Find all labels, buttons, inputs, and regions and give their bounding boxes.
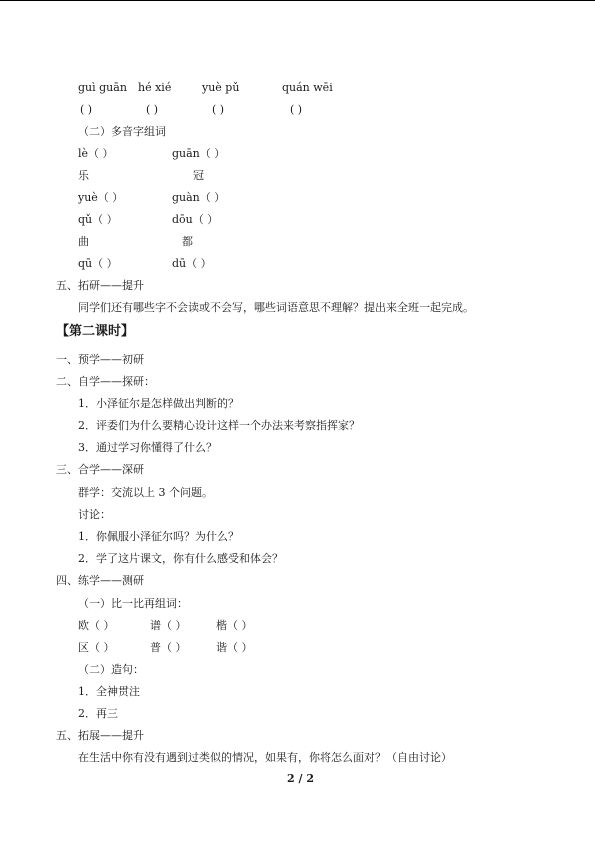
- discussion-item: 2．学了这片课文，你有什么感受和体会？: [78, 552, 283, 565]
- duoyin-heading: （二）多音字组词: [78, 125, 166, 138]
- compare-heading: （一）比一比再组词：: [78, 597, 188, 610]
- discussion-item: 1．你佩服小泽征尔吗？为什么？: [78, 530, 239, 543]
- page-top-rule: [0, 0, 595, 1]
- duoyin-guan4: guàn（ ）: [172, 191, 226, 204]
- answer-blank[interactable]: ( ): [212, 103, 225, 116]
- page-number: 2 / 2: [287, 772, 314, 785]
- section-text: 同学们还有哪些字不会读或不会写，哪些词语意思不理解？提出来全班一起完成。: [78, 301, 474, 314]
- sentence-item: 2．再三: [78, 707, 118, 720]
- compare-word-jie[interactable]: 谐（ ）: [216, 641, 253, 654]
- char-dou: 都: [182, 235, 193, 248]
- char-qu: 曲: [78, 235, 89, 248]
- duoyin-guan1: guān（ ）: [172, 147, 226, 160]
- discussion-label: 讨论：: [78, 508, 111, 521]
- compare-word-pu[interactable]: 谱（ ）: [150, 619, 187, 632]
- section-heading: 二、自学——探研：: [56, 375, 155, 388]
- compare-word-kai[interactable]: 楷（ ）: [216, 619, 253, 632]
- section-text: 在生活中你有没有遇到过类似的情况，如果有，你将怎么面对？（自由讨论）: [78, 751, 452, 764]
- section-heading: 四、练学——测研: [56, 574, 144, 587]
- section-heading: 一、预学——初研: [56, 353, 144, 366]
- pinyin-hexie: hé xié: [138, 81, 172, 94]
- section-heading: 五、拓研——提升: [56, 279, 144, 292]
- compare-word-qu[interactable]: 区（ ）: [78, 641, 115, 654]
- answer-blank[interactable]: ( ): [290, 103, 303, 116]
- duoyin-du: dū（ ）: [172, 257, 212, 270]
- compare-word-ou[interactable]: 欧（ ）: [78, 619, 115, 632]
- compare-word-pu-common[interactable]: 普（ ）: [150, 641, 187, 654]
- sentence-heading: （二）造句：: [78, 663, 144, 676]
- answer-blank[interactable]: ( ): [80, 103, 93, 116]
- section-heading: 三、合学——深研: [56, 463, 144, 476]
- duoyin-le: lè（ ）: [78, 147, 114, 160]
- section-heading: 五、拓展——提升: [56, 729, 144, 742]
- pinyin-yuepu: yuè pǔ: [202, 81, 240, 94]
- duoyin-yue: yuè（ ）: [78, 191, 124, 204]
- char-guan: 冠: [193, 169, 204, 182]
- char-le: 乐: [78, 169, 89, 182]
- answer-blank[interactable]: ( ): [146, 103, 159, 116]
- question-item: 1．小泽征尔是怎样做出判断的？: [78, 397, 239, 410]
- sentence-item: 1．全神贯注: [78, 685, 140, 698]
- question-item: 2．评委们为什么要精心设计这样一个办法来考察指挥家？: [78, 419, 360, 432]
- pinyin-guiguan: guì guān: [78, 81, 127, 94]
- group-study-text: 群学：交流以上 3 个问题。: [78, 486, 213, 499]
- duoyin-qu1: qū（ ）: [78, 257, 118, 270]
- pinyin-quanwei: quán wēi: [282, 81, 333, 94]
- duoyin-dou: dōu（ ）: [172, 213, 219, 226]
- lesson-title: 【第二课时】: [56, 324, 135, 339]
- question-item: 3．通过学习你懂得了什么？: [78, 441, 217, 454]
- duoyin-qu3: qǔ（ ）: [78, 213, 118, 226]
